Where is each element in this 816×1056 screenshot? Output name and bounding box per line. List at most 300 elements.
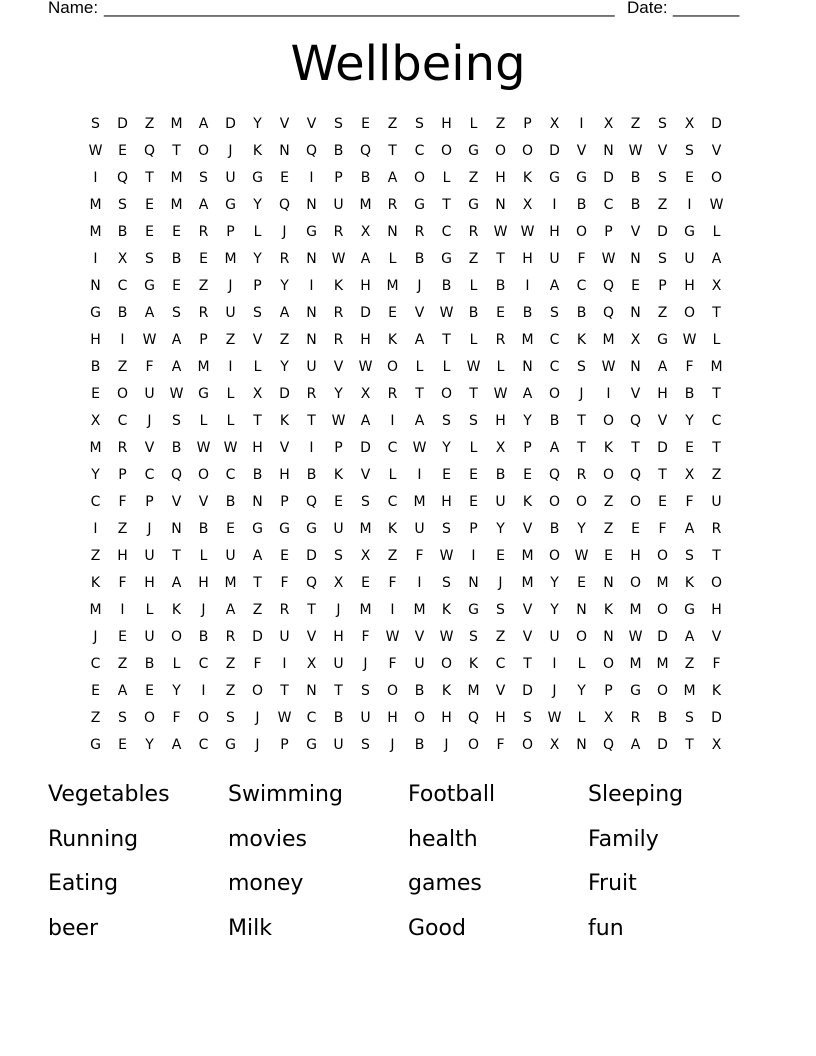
- grid-letter[interactable]: W: [169, 386, 184, 402]
- grid-letter[interactable]: F: [172, 710, 181, 726]
- grid-letter[interactable]: Z: [117, 656, 128, 672]
- grid-letter[interactable]: A: [171, 359, 182, 375]
- grid-letter[interactable]: Q: [305, 494, 318, 510]
- grid-letter[interactable]: D: [360, 440, 371, 456]
- grid-letter[interactable]: B: [630, 197, 641, 213]
- grid-letter[interactable]: S: [172, 413, 181, 429]
- grid-letter[interactable]: I: [606, 386, 611, 402]
- grid-letter[interactable]: T: [307, 602, 316, 618]
- grid-letter[interactable]: B: [333, 710, 344, 726]
- grid-letter[interactable]: W: [142, 332, 157, 348]
- grid-letter[interactable]: T: [496, 251, 505, 267]
- grid-letter[interactable]: T: [172, 548, 181, 564]
- grid-letter[interactable]: U: [414, 656, 425, 672]
- grid-letter[interactable]: R: [630, 710, 641, 726]
- grid-letter[interactable]: P: [604, 683, 613, 699]
- grid-letter[interactable]: B: [333, 143, 344, 159]
- grid-letter[interactable]: E: [469, 467, 478, 483]
- grid-letter[interactable]: W: [466, 359, 481, 375]
- grid-letter[interactable]: C: [198, 656, 209, 672]
- grid-letter[interactable]: T: [253, 575, 262, 591]
- grid-letter[interactable]: A: [387, 170, 398, 186]
- grid-letter[interactable]: P: [523, 440, 532, 456]
- grid-letter[interactable]: L: [469, 278, 478, 294]
- grid-letter[interactable]: M: [656, 575, 669, 591]
- grid-letter[interactable]: W: [520, 224, 535, 240]
- grid-letter[interactable]: O: [629, 575, 642, 591]
- grid-letter[interactable]: P: [658, 278, 667, 294]
- grid-letter[interactable]: N: [603, 629, 614, 645]
- grid-letter[interactable]: X: [495, 440, 506, 456]
- grid-letter[interactable]: C: [549, 359, 560, 375]
- grid-letter[interactable]: I: [309, 278, 314, 294]
- grid-letter[interactable]: V: [414, 629, 425, 645]
- grid-letter[interactable]: J: [390, 737, 395, 753]
- grid-letter[interactable]: A: [252, 548, 263, 564]
- grid-letter[interactable]: R: [576, 467, 587, 483]
- grid-letter[interactable]: I: [93, 521, 98, 537]
- grid-letter[interactable]: M: [521, 575, 534, 591]
- grid-letter[interactable]: Q: [305, 575, 318, 591]
- grid-letter[interactable]: A: [360, 251, 371, 267]
- grid-letter[interactable]: H: [549, 224, 560, 240]
- grid-letter[interactable]: W: [493, 224, 508, 240]
- grid-letter[interactable]: I: [687, 197, 692, 213]
- grid-letter[interactable]: N: [576, 737, 587, 753]
- grid-letter[interactable]: L: [145, 602, 154, 618]
- grid-letter[interactable]: U: [225, 305, 236, 321]
- grid-letter[interactable]: I: [309, 170, 314, 186]
- grid-letter[interactable]: W: [331, 251, 346, 267]
- grid-letter[interactable]: W: [601, 359, 616, 375]
- grid-letter[interactable]: B: [684, 386, 695, 402]
- grid-letter[interactable]: E: [172, 278, 181, 294]
- grid-letter[interactable]: Y: [91, 467, 100, 483]
- grid-letter[interactable]: B: [495, 467, 506, 483]
- grid-letter[interactable]: D: [657, 737, 668, 753]
- grid-letter[interactable]: E: [91, 386, 100, 402]
- grid-letter[interactable]: R: [414, 224, 425, 240]
- grid-letter[interactable]: X: [252, 386, 263, 402]
- grid-letter[interactable]: G: [630, 683, 641, 699]
- grid-letter[interactable]: Q: [629, 467, 642, 483]
- grid-letter[interactable]: V: [522, 602, 533, 618]
- grid-letter[interactable]: P: [334, 170, 343, 186]
- grid-letter[interactable]: S: [685, 143, 694, 159]
- grid-letter[interactable]: I: [93, 170, 98, 186]
- grid-letter[interactable]: Z: [387, 116, 398, 132]
- grid-letter[interactable]: P: [280, 494, 289, 510]
- grid-letter[interactable]: K: [576, 332, 587, 348]
- grid-letter[interactable]: H: [495, 710, 506, 726]
- grid-letter[interactable]: P: [334, 440, 343, 456]
- grid-letter[interactable]: R: [306, 386, 317, 402]
- grid-letter[interactable]: F: [415, 548, 424, 564]
- grid-letter[interactable]: S: [334, 116, 343, 132]
- grid-letter[interactable]: I: [228, 359, 233, 375]
- grid-letter[interactable]: Y: [280, 278, 289, 294]
- grid-letter[interactable]: A: [117, 683, 128, 699]
- grid-letter[interactable]: Z: [225, 683, 236, 699]
- grid-letter[interactable]: Q: [548, 467, 561, 483]
- grid-letter[interactable]: A: [198, 197, 209, 213]
- grid-letter[interactable]: T: [415, 386, 424, 402]
- grid-letter[interactable]: M: [89, 440, 102, 456]
- grid-letter[interactable]: O: [602, 413, 615, 429]
- grid-letter[interactable]: Z: [495, 116, 506, 132]
- grid-letter[interactable]: V: [657, 143, 668, 159]
- grid-letter[interactable]: J: [552, 683, 557, 699]
- grid-letter[interactable]: L: [712, 332, 721, 348]
- grid-letter[interactable]: I: [282, 656, 287, 672]
- grid-letter[interactable]: Q: [116, 170, 129, 186]
- grid-letter[interactable]: G: [90, 305, 101, 321]
- grid-letter[interactable]: W: [277, 710, 292, 726]
- grid-letter[interactable]: O: [602, 656, 615, 672]
- grid-letter[interactable]: V: [198, 494, 209, 510]
- grid-letter[interactable]: M: [629, 602, 642, 618]
- grid-letter[interactable]: C: [306, 710, 317, 726]
- grid-letter[interactable]: E: [145, 197, 154, 213]
- grid-letter[interactable]: G: [252, 170, 263, 186]
- grid-letter[interactable]: V: [522, 629, 533, 645]
- grid-letter[interactable]: L: [226, 413, 235, 429]
- grid-letter[interactable]: A: [657, 359, 668, 375]
- grid-letter[interactable]: D: [603, 170, 614, 186]
- grid-letter[interactable]: T: [307, 413, 316, 429]
- grid-letter[interactable]: N: [306, 683, 317, 699]
- grid-letter[interactable]: R: [117, 440, 128, 456]
- grid-letter[interactable]: I: [309, 440, 314, 456]
- grid-letter[interactable]: O: [386, 683, 399, 699]
- grid-letter[interactable]: Z: [630, 116, 641, 132]
- grid-letter[interactable]: A: [630, 737, 641, 753]
- grid-letter[interactable]: L: [253, 224, 262, 240]
- grid-letter[interactable]: S: [685, 710, 694, 726]
- grid-letter[interactable]: C: [549, 332, 560, 348]
- grid-letter[interactable]: J: [147, 521, 152, 537]
- grid-letter[interactable]: O: [548, 386, 561, 402]
- grid-letter[interactable]: A: [414, 413, 425, 429]
- grid-letter[interactable]: X: [333, 575, 344, 591]
- grid-letter[interactable]: Y: [442, 440, 451, 456]
- grid-letter[interactable]: H: [360, 332, 371, 348]
- grid-letter[interactable]: L: [469, 116, 478, 132]
- grid-letter[interactable]: R: [711, 521, 722, 537]
- grid-letter[interactable]: M: [359, 521, 372, 537]
- grid-letter[interactable]: L: [388, 251, 397, 267]
- grid-letter[interactable]: E: [145, 683, 154, 699]
- grid-letter[interactable]: N: [630, 251, 641, 267]
- grid-letter[interactable]: K: [522, 170, 533, 186]
- grid-letter[interactable]: E: [442, 467, 451, 483]
- grid-letter[interactable]: F: [388, 656, 397, 672]
- grid-letter[interactable]: R: [198, 305, 209, 321]
- grid-letter[interactable]: P: [226, 224, 235, 240]
- grid-letter[interactable]: O: [143, 710, 156, 726]
- grid-letter[interactable]: G: [468, 197, 479, 213]
- grid-letter[interactable]: S: [199, 170, 208, 186]
- grid-letter[interactable]: A: [171, 332, 182, 348]
- grid-letter[interactable]: G: [468, 602, 479, 618]
- grid-letter[interactable]: E: [523, 467, 532, 483]
- grid-letter[interactable]: Z: [684, 656, 695, 672]
- grid-letter[interactable]: W: [196, 440, 211, 456]
- grid-letter[interactable]: Z: [198, 278, 209, 294]
- grid-letter[interactable]: O: [710, 575, 723, 591]
- grid-letter[interactable]: Y: [577, 521, 586, 537]
- grid-letter[interactable]: O: [602, 467, 615, 483]
- grid-letter[interactable]: Z: [144, 116, 155, 132]
- grid-letter[interactable]: H: [684, 278, 695, 294]
- grid-letter[interactable]: U: [333, 521, 344, 537]
- grid-letter[interactable]: V: [711, 143, 722, 159]
- grid-letter[interactable]: F: [685, 494, 694, 510]
- grid-letter[interactable]: G: [441, 251, 452, 267]
- grid-letter[interactable]: E: [361, 575, 370, 591]
- grid-letter[interactable]: X: [603, 710, 614, 726]
- grid-letter[interactable]: N: [603, 143, 614, 159]
- grid-letter[interactable]: A: [360, 413, 371, 429]
- grid-letter[interactable]: X: [603, 116, 614, 132]
- grid-letter[interactable]: T: [712, 305, 721, 321]
- grid-letter[interactable]: Y: [334, 386, 343, 402]
- grid-letter[interactable]: O: [467, 737, 480, 753]
- grid-letter[interactable]: R: [333, 332, 344, 348]
- grid-letter[interactable]: D: [711, 116, 722, 132]
- grid-letter[interactable]: C: [495, 656, 506, 672]
- grid-letter[interactable]: N: [576, 602, 587, 618]
- grid-letter[interactable]: D: [225, 116, 236, 132]
- grid-letter[interactable]: D: [279, 386, 290, 402]
- grid-letter[interactable]: S: [442, 413, 451, 429]
- grid-letter[interactable]: O: [386, 359, 399, 375]
- grid-letter[interactable]: C: [90, 656, 101, 672]
- grid-letter[interactable]: D: [252, 629, 263, 645]
- grid-letter[interactable]: M: [683, 683, 696, 699]
- grid-letter[interactable]: O: [197, 143, 210, 159]
- grid-letter[interactable]: O: [656, 602, 669, 618]
- grid-letter[interactable]: I: [552, 656, 557, 672]
- grid-letter[interactable]: C: [90, 494, 101, 510]
- grid-letter[interactable]: M: [170, 197, 183, 213]
- grid-letter[interactable]: T: [658, 467, 667, 483]
- grid-letter[interactable]: J: [93, 629, 98, 645]
- grid-letter[interactable]: O: [548, 548, 561, 564]
- grid-letter[interactable]: C: [117, 413, 128, 429]
- grid-letter[interactable]: P: [604, 224, 613, 240]
- grid-letter[interactable]: E: [118, 737, 127, 753]
- grid-letter[interactable]: S: [334, 548, 343, 564]
- grid-letter[interactable]: S: [415, 116, 424, 132]
- grid-letter[interactable]: X: [630, 332, 641, 348]
- grid-letter[interactable]: V: [333, 359, 344, 375]
- grid-letter[interactable]: B: [252, 467, 263, 483]
- grid-letter[interactable]: E: [496, 305, 505, 321]
- grid-letter[interactable]: A: [198, 116, 209, 132]
- grid-letter[interactable]: E: [280, 170, 289, 186]
- grid-letter[interactable]: O: [170, 629, 183, 645]
- grid-letter[interactable]: Z: [279, 332, 290, 348]
- grid-letter[interactable]: H: [198, 575, 209, 591]
- grid-letter[interactable]: J: [147, 413, 152, 429]
- grid-letter[interactable]: O: [629, 494, 642, 510]
- grid-letter[interactable]: Q: [602, 305, 615, 321]
- grid-letter[interactable]: T: [145, 170, 154, 186]
- grid-letter[interactable]: S: [361, 494, 370, 510]
- grid-letter[interactable]: U: [711, 494, 722, 510]
- grid-letter[interactable]: C: [441, 224, 452, 240]
- grid-letter[interactable]: W: [601, 251, 616, 267]
- grid-letter[interactable]: B: [117, 224, 128, 240]
- grid-letter[interactable]: F: [145, 359, 154, 375]
- grid-letter[interactable]: W: [547, 710, 562, 726]
- grid-letter[interactable]: B: [468, 305, 479, 321]
- grid-letter[interactable]: B: [90, 359, 101, 375]
- grid-letter[interactable]: U: [306, 359, 317, 375]
- grid-letter[interactable]: E: [658, 494, 667, 510]
- grid-letter[interactable]: G: [225, 737, 236, 753]
- grid-letter[interactable]: U: [144, 548, 155, 564]
- grid-letter[interactable]: S: [253, 305, 262, 321]
- grid-letter[interactable]: K: [441, 602, 452, 618]
- grid-letter[interactable]: S: [685, 548, 694, 564]
- grid-letter[interactable]: V: [252, 332, 263, 348]
- grid-letter[interactable]: B: [198, 629, 209, 645]
- grid-letter[interactable]: G: [684, 602, 695, 618]
- grid-letter[interactable]: T: [388, 143, 397, 159]
- grid-letter[interactable]: B: [225, 494, 236, 510]
- grid-letter[interactable]: S: [658, 170, 667, 186]
- grid-letter[interactable]: R: [468, 224, 479, 240]
- grid-letter[interactable]: N: [279, 143, 290, 159]
- grid-letter[interactable]: Z: [603, 494, 614, 510]
- grid-letter[interactable]: X: [360, 548, 371, 564]
- grid-letter[interactable]: C: [387, 440, 398, 456]
- grid-letter[interactable]: F: [361, 629, 370, 645]
- grid-letter[interactable]: D: [522, 683, 533, 699]
- grid-letter[interactable]: E: [631, 521, 640, 537]
- grid-letter[interactable]: L: [253, 359, 262, 375]
- grid-letter[interactable]: T: [172, 143, 181, 159]
- grid-letter[interactable]: M: [89, 602, 102, 618]
- grid-letter[interactable]: Q: [602, 278, 615, 294]
- grid-letter[interactable]: B: [657, 710, 668, 726]
- grid-letter[interactable]: K: [90, 575, 101, 591]
- grid-letter[interactable]: B: [630, 170, 641, 186]
- grid-letter[interactable]: S: [118, 710, 127, 726]
- grid-letter[interactable]: Z: [252, 602, 263, 618]
- grid-letter[interactable]: F: [496, 737, 505, 753]
- grid-letter[interactable]: G: [306, 521, 317, 537]
- grid-letter[interactable]: J: [579, 386, 584, 402]
- grid-letter[interactable]: L: [226, 386, 235, 402]
- grid-letter[interactable]: T: [712, 548, 721, 564]
- grid-letter[interactable]: S: [361, 683, 370, 699]
- grid-letter[interactable]: K: [468, 656, 479, 672]
- grid-letter[interactable]: R: [225, 629, 236, 645]
- grid-letter[interactable]: Z: [495, 629, 506, 645]
- grid-letter[interactable]: T: [685, 737, 694, 753]
- grid-letter[interactable]: H: [333, 629, 344, 645]
- grid-letter[interactable]: K: [252, 143, 263, 159]
- grid-letter[interactable]: Q: [629, 413, 642, 429]
- grid-letter[interactable]: V: [414, 305, 425, 321]
- grid-letter[interactable]: B: [414, 251, 425, 267]
- grid-letter[interactable]: X: [684, 467, 695, 483]
- grid-letter[interactable]: S: [658, 251, 667, 267]
- grid-letter[interactable]: H: [441, 116, 452, 132]
- grid-letter[interactable]: U: [333, 197, 344, 213]
- grid-letter[interactable]: D: [657, 440, 668, 456]
- grid-letter[interactable]: M: [224, 251, 237, 267]
- grid-letter[interactable]: P: [280, 737, 289, 753]
- grid-letter[interactable]: Q: [359, 143, 372, 159]
- grid-letter[interactable]: Y: [172, 683, 181, 699]
- grid-letter[interactable]: C: [198, 737, 209, 753]
- grid-letter[interactable]: U: [144, 386, 155, 402]
- grid-letter[interactable]: J: [282, 224, 287, 240]
- grid-letter[interactable]: W: [439, 629, 454, 645]
- grid-letter[interactable]: E: [145, 224, 154, 240]
- grid-letter[interactable]: S: [469, 413, 478, 429]
- grid-letter[interactable]: G: [306, 737, 317, 753]
- grid-letter[interactable]: O: [251, 683, 264, 699]
- grid-letter[interactable]: R: [333, 224, 344, 240]
- grid-letter[interactable]: F: [280, 575, 289, 591]
- grid-letter[interactable]: Z: [90, 710, 101, 726]
- grid-letter[interactable]: V: [360, 467, 371, 483]
- grid-letter[interactable]: B: [171, 440, 182, 456]
- grid-letter[interactable]: F: [577, 251, 586, 267]
- grid-letter[interactable]: J: [363, 656, 368, 672]
- grid-letter[interactable]: L: [172, 656, 181, 672]
- grid-letter[interactable]: V: [144, 440, 155, 456]
- grid-letter[interactable]: V: [657, 413, 668, 429]
- grid-letter[interactable]: H: [657, 386, 668, 402]
- grid-letter[interactable]: N: [630, 305, 641, 321]
- grid-letter[interactable]: V: [306, 629, 317, 645]
- grid-letter[interactable]: Z: [117, 521, 128, 537]
- grid-letter[interactable]: B: [171, 251, 182, 267]
- grid-letter[interactable]: Q: [602, 737, 615, 753]
- grid-letter[interactable]: N: [387, 224, 398, 240]
- grid-letter[interactable]: U: [549, 629, 560, 645]
- grid-letter[interactable]: T: [442, 332, 451, 348]
- grid-letter[interactable]: E: [577, 575, 586, 591]
- grid-letter[interactable]: F: [253, 656, 262, 672]
- grid-letter[interactable]: R: [387, 386, 398, 402]
- grid-letter[interactable]: I: [201, 683, 206, 699]
- grid-letter[interactable]: C: [144, 467, 155, 483]
- grid-letter[interactable]: H: [279, 467, 290, 483]
- grid-letter[interactable]: J: [498, 575, 503, 591]
- grid-letter[interactable]: E: [631, 278, 640, 294]
- grid-letter[interactable]: S: [91, 116, 100, 132]
- grid-letter[interactable]: E: [118, 143, 127, 159]
- grid-letter[interactable]: N: [495, 197, 506, 213]
- grid-letter[interactable]: B: [144, 656, 155, 672]
- grid-letter[interactable]: M: [413, 602, 426, 618]
- grid-letter[interactable]: Z: [90, 548, 101, 564]
- grid-letter[interactable]: K: [603, 602, 614, 618]
- grid-letter[interactable]: K: [441, 683, 452, 699]
- grid-letter[interactable]: V: [495, 683, 506, 699]
- grid-letter[interactable]: O: [521, 143, 534, 159]
- grid-letter[interactable]: D: [549, 143, 560, 159]
- grid-letter[interactable]: S: [442, 575, 451, 591]
- grid-letter[interactable]: A: [171, 737, 182, 753]
